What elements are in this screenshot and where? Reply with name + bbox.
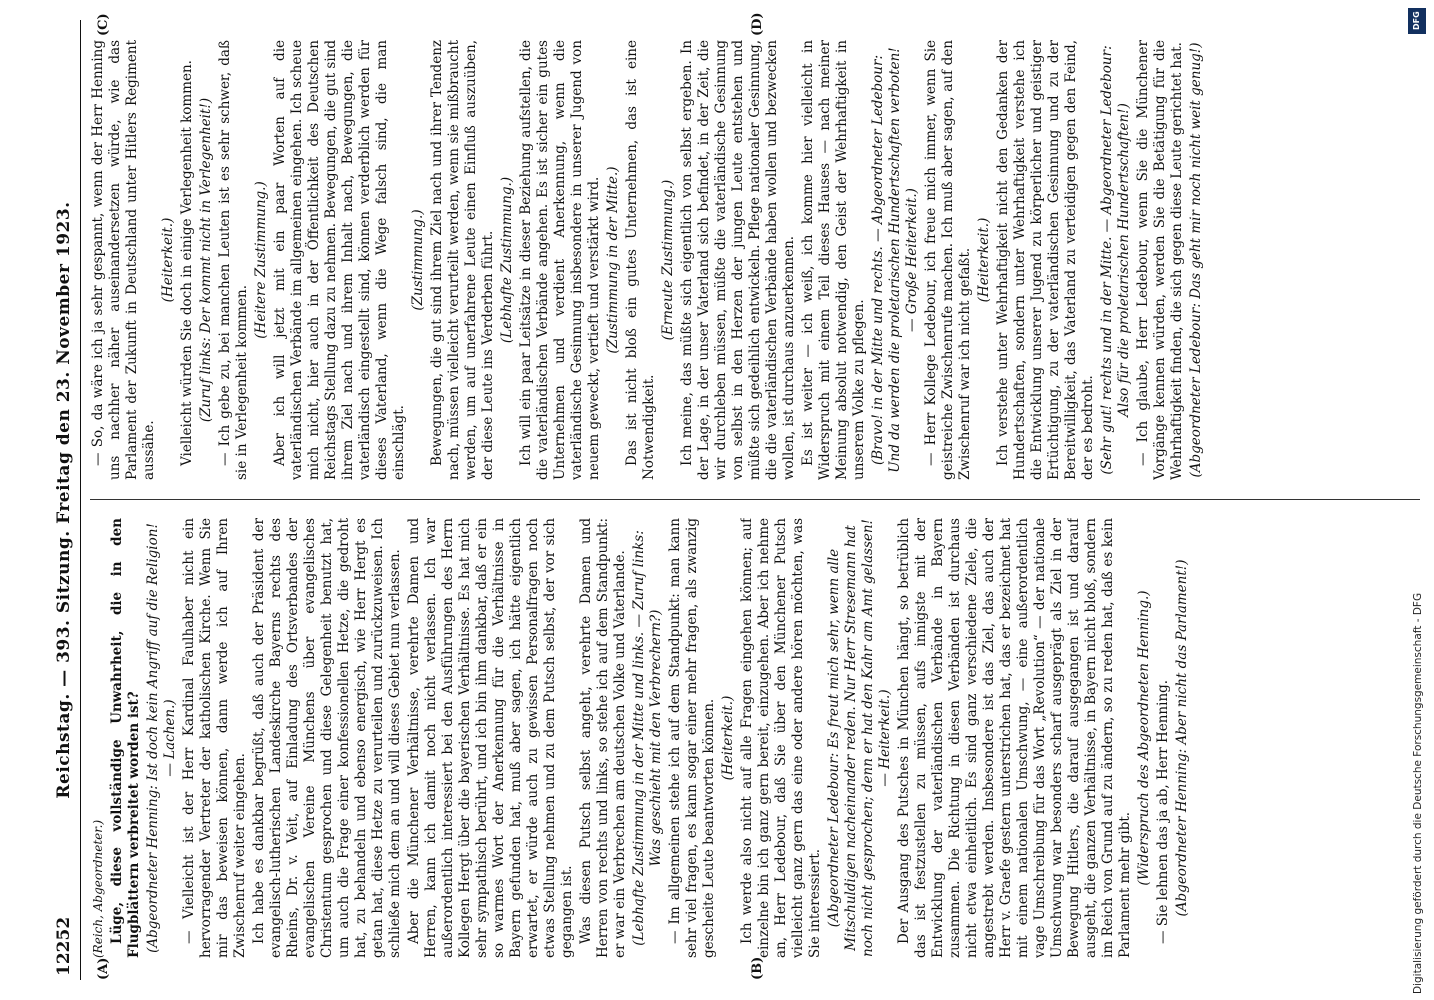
interjection: (Bravo! in der Mitte und rechts. — Abgeordneter Ledebour: Und da werden die proletarischen Hundertschaften verboten! — Große Heiterkeit.): [870, 47, 920, 473]
interjection: (Lebhafte Zustimmung in der Mitte und links. — Zuruf links: Was geschieht mit den Verbrechern?): [631, 530, 664, 946]
right-column: [90, 40, 1420, 480]
speaker-header: (Reich, Abgeordneter.): [91, 819, 105, 958]
digitization-sidebar: [1405, 4, 1431, 996]
paragraph: Ich verstehe unter Wehrhaftigkeit nicht den Gedanken der Hundertschaften, sondern unter Wehrhaftigkeit verstehe ich die Entwicklung unserer Jugend zu körperlicher und geistiger Ertüchtigung, zu der vaterländischen Gesinnung und zu der Bereitwilligkeit, das Vaterland zu verteidigen gegen den Feind, der es bedroht.: [995, 40, 1096, 480]
paragraph: — Sie lehnen das ja ab, Herr Henning.: [1155, 679, 1171, 944]
paragraph: Aber ich will jetzt mit ein paar Worten auf die vaterländischen Verbände im allgemeinen eingehen. Ich scheue mich nicht, hier auch in der Öffentlichkeit des Deutschen Reichstags Stellung dazu zu nehmen. Bewegungen, die gut sind ihrem Ziel nach und ihrem Inhalt nach, Bewegungen, die vaterländisch eingestellt sind, können verderblich werden für dieses Vaterland, wenn die Wege falsch sind, die man einschlägt.: [272, 40, 407, 480]
paragraph: Aber die Münchener Verhältnisse, verehrte Damen und Herren, kann ich damit noch nicht verlassen. Ich war außerordentlich interessiert bei den Ausführungen des Herrn Kollegen Hergt über die bayerischen Verhältnisse. Es hat mich sehr sympathisch berührt, und ich bin ihm dankbar, daß er ein so warmes Wort der Anerkennung für die Verhältnisse in Bayern gefunden hat, muß aber sagen, ich hätte eigentlich erwartet, er würde auch zu gewissen Personalfragen noch etwas Stellung nehmen und zu dem Putsch selbst, der vor sich gegangen ist.: [406, 518, 575, 958]
interjection: (Widerspruch des Abgeordneten Henning.): [1136, 590, 1152, 886]
interjection: (Heiterkeit.): [160, 217, 176, 303]
paragraph: — Herr Kollege Ledebour, ich freue mich immer, wenn Sie geistreiche Zwischenrufe machen. Ich muß aber sagen, auf den Zwischenruf war ich nicht gefaßt.: [923, 40, 973, 480]
left-column: [90, 518, 1420, 958]
interjection: (Abgeordneter Ledebour: Das geht mir noch nicht weit genug!): [1188, 42, 1204, 478]
interjection: (Abgeordneter Henning: Aber nicht das Parlament!): [1174, 559, 1190, 917]
paragraph: Das ist nicht bloß ein gutes Unternehmen, das ist eine Notwendigkeit.: [624, 40, 657, 480]
page-header: [50, 20, 81, 980]
margin-marker-c: (C): [96, 13, 111, 36]
paragraph: Was diesen Putsch selbst angeht, verehrte Damen und Herren von rechts und links, so stehe ich auf dem Standpunkt: er war ein Verbrechen am deutschen Volke und Vaterlande.: [578, 518, 628, 958]
paragraph: Bewegungen, die gut sind ihrem Ziel nach und ihrer Tendenz nach, müssen vielleicht verurteilt werden, wenn sie mißbraucht werden, um auf unerfahrene Leute einen Einfluß auszuüben, der diese Leute ins Verderben führt.: [429, 40, 496, 480]
margin-marker-b: (B): [750, 956, 765, 980]
paragraph: — Im allgemeinen stehe ich auf dem Standpunkt: man kann sehr viel fragen, es kann sogar einer mehr fragen, als zwanzig gescheite Leute beantworten können.: [667, 518, 717, 958]
paragraph: — Ich glaube, Herr Ledebour, wenn Sie die Münchener Vorgänge kennen würden, werden Sie die Betätigung für die Wehrhaftigkeit finden, die sich gegen diese Leute gerichtet hat.: [1135, 40, 1185, 480]
paragraph: Ich habe es dankbar begrüßt, daß auch der Präsident der evangelisch-lutherischen Landeskirche Bayerns rechts des Rheins, Dr. v. Veit, auf Einladung des Ortsverbandes der evangelischen Vereine Münchens über evangelisches Christentum gesprochen und diese Gelegenheit benutzt hat, um auch die Frage einer konfessionellen Hetze, die gedroht hat, zu behandeln und ebenso energisch, wie Herr Hergt es getan hat, diese Hetze zu verurteilen und zurückzuweisen. Ich schließe mich dem an und will dieses Gebiet nun verlassen.: [251, 518, 403, 958]
interjection: (Erneute Zustimmung.): [660, 179, 676, 341]
paragraph: — So, da wäre ich ja sehr gespannt, wenn der Herr Henning uns nachher näher auseinandersetzen würde, wie das Parlament der Zukunft in Deutschland unter Hitlers Regiment aussähe.: [90, 40, 157, 480]
interjection: (Zustimmung.): [410, 209, 426, 311]
digitization-credit: Digitalisierung gefördert durch die Deutsche Forschungsgemeinschaft - DFG: [1412, 592, 1424, 994]
paragraph: — Ich gebe zu, bei manchen Leuten ist es sehr schwer, daß sie in Verlegenheit kommen.: [217, 40, 250, 480]
interjection: (Zustimmung in der Mitte.): [605, 166, 621, 354]
interjection: (Heitere Zustimmung.): [253, 181, 269, 339]
interjection: (Zuruf links: Der kommt nicht in Verlegenheit!): [198, 97, 214, 423]
interjection: (Heiterkeit.): [720, 695, 736, 781]
paragraph: Ich werde also nicht auf alle Fragen eingehen können; auf einzelne bin ich ganz gern bereit, einzugehen. Aber ich nehme an, Herr Ledebour, daß Sie über den Münchener Putsch vielleicht ganz gern das eine oder andere hören möchten, was Sie interessiert.: [739, 518, 823, 958]
paragraph: Ich will ein paar Leitsätze in dieser Beziehung aufstellen, die die vaterländischen Verbände angehen. Es ist sicher ein gutes Unternehmen und verdient Anerkennung, wenn die vaterländische Gesinnung insbesondere in unserer Jugend von neuem geweckt, vertieft und verstärkt wird.: [518, 40, 602, 480]
interjection: (Heiterkeit.): [976, 217, 992, 303]
paragraph: Ich meine, das müßte sich eigentlich von selbst ergeben. In der Lage, in der unser Vaterland sich befindet, in der Zeit, die wir durchleben müssen, müßte die vaterländische Gesinnung von selbst in den Herzen der jungen Leute entstehen und müßte sich gedeihlich entwickeln. Pflege nationaler Gesinnung, die die vaterländischen Verbände haben wollen und bezwecken wollen, ist durchaus anzuerkennen.: [679, 40, 797, 480]
dfg-logo: DFG: [1408, 8, 1426, 34]
page-number: 12252: [54, 916, 74, 976]
interjection: (Lebhafte Zustimmung.): [499, 176, 515, 344]
paragraph: Vielleicht würden Sie doch in einige Verlegenheit kommen.: [179, 60, 195, 466]
paragraph: Der Ausgang des Putsches in München hängt, so betrüblich das ist festzustellen zu müssen, aufs innigste mit der Entwicklung der vaterländischen Verbände in Bayern zusammen. Die Richtung in diesen Verbänden ist durchaus nicht etwa einheitlich. Es sind ganz verschiedene Ziele, die angestrebt werden. Insbesondere ist das Ziel, das auch der Herr v. Graefe gestern unterstrichen hat, das er bezeichnet hat mit einem nationalen Umschwung, — eine außerordentlich vage Umschreibung für das Wort „Revolution“ — der nationale Umschwung war besonders scharf ausgeprägt als Ziel in der Bewegung Hitlers, die darauf ausgegangen ist und darauf ausgeht, die ganzen Verhältnisse, in Bayern nicht bloß, sondern im Reich von Grund auf zu ändern, so zu reden hat, daß es kein Parlament mehr gibt.: [896, 518, 1133, 958]
interjection: (Abgeordneter Henning: Ist doch kein Angriff auf die Religion! — Lachen.): [145, 523, 178, 953]
running-title: Reichstag. — 393. Sitzung. Freitag den 23. November 1923.: [54, 201, 74, 799]
margin-marker-a: (A): [96, 957, 111, 980]
interjection: (Sehr gut! rechts und in der Mitte. — Abgeordneter Ledebour: Also für die proletarischen Hundertschaften!): [1099, 45, 1132, 475]
paragraph: — Vielleicht ist der Herr Kardinal Faulhaber nicht ein hervorragender Vertreter der katholischen Kirche. Wenn Sie mir das beweisen können, dann werde ich auf Ihren Zwischenruf weiter eingehen.: [181, 518, 248, 958]
interjection: (Abgeordneter Ledebour: Es freut mich sehr, wenn alle Mitschuldigen nacheinander reden. Nur Herr Stresemann hat noch nicht gesprochen; denn er hat den Kahr am Amt gelassen! — Heiterkeit.): [826, 519, 893, 957]
paragraph: Lüge, diese vollständige Unwahrheit, die in den Flugblättern verbreitet worden ist?: [109, 518, 142, 958]
column-divider: [90, 499, 1420, 500]
rotated-page-content: [50, 12, 1430, 980]
margin-marker-d: (D): [750, 12, 765, 36]
paragraph: Es ist weiter — ich weiß, ich komme hier vielleicht in Widerspruch mit einem Teil dieses Hauses — nach meiner Meinung absolut notwendig, den Geist der Wehrhaftigkeit in unserem Volke zu pflegen.: [800, 40, 867, 480]
